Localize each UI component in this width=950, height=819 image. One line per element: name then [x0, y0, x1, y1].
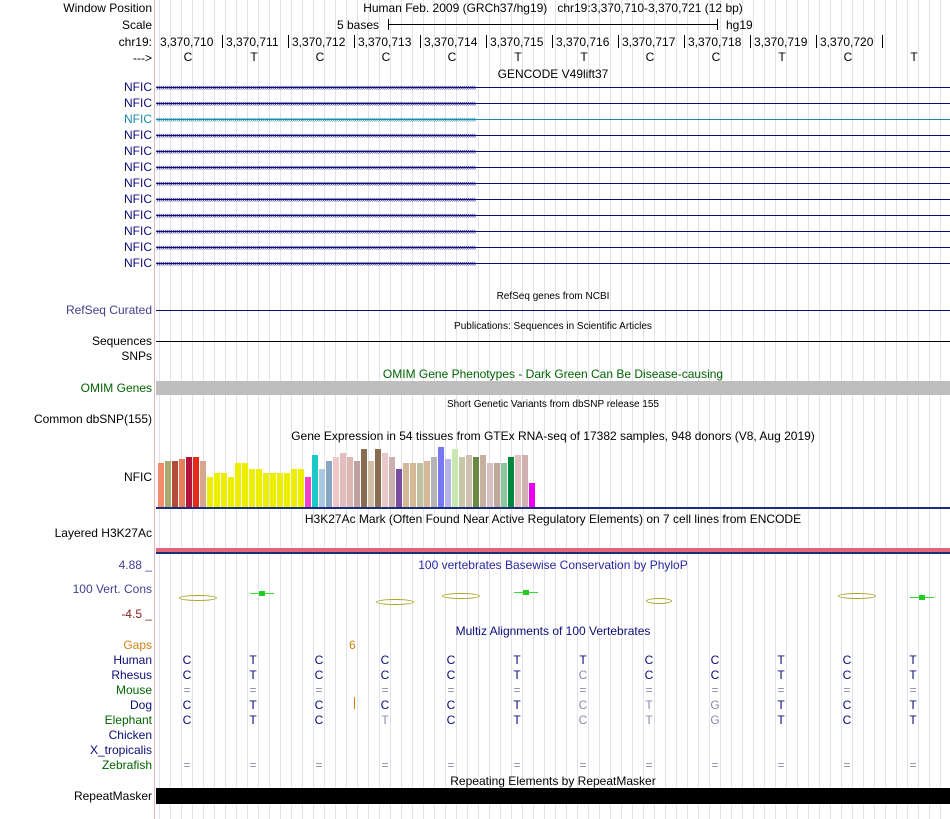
- ruler-position-label: 3,370,712: [292, 35, 346, 49]
- gtex-tissue-bar[interactable]: [473, 457, 479, 507]
- multiz-base: C: [644, 668, 654, 682]
- ruler-tick: [354, 35, 355, 48]
- h3k27ac-baseline: [156, 552, 950, 554]
- gtex-tissue-bar[interactable]: [522, 455, 528, 507]
- label-snps[interactable]: SNPs: [121, 349, 152, 363]
- multiz-base: T: [777, 713, 785, 727]
- gtex-tissue-bar[interactable]: [326, 461, 332, 507]
- multiz-base: T: [513, 698, 521, 712]
- ruler-tick: [552, 35, 553, 48]
- gtex-tissue-bar[interactable]: [410, 463, 416, 507]
- multiz-base: C: [380, 698, 390, 712]
- gtex-tissue-bar[interactable]: [333, 457, 339, 507]
- phylop-signal[interactable]: [156, 585, 950, 610]
- label-h3k27ac[interactable]: Layered H3K27Ac: [54, 526, 152, 540]
- scale-bar-right-tick: [717, 19, 718, 30]
- multiz-base: T: [777, 653, 785, 667]
- gtex-tissue-bar[interactable]: [403, 463, 409, 507]
- base-letter: T: [250, 50, 258, 64]
- label-phylop-min: -4.5 _: [121, 607, 152, 621]
- multiz-base: T: [249, 653, 257, 667]
- multiz-base: =: [183, 683, 191, 697]
- gtex-tissue-bar[interactable]: [508, 457, 514, 507]
- ruler-position-label: 3,370,715: [490, 35, 544, 49]
- strand-arrow-icon: ››››››››››››››››››››››››››››››››››››››››››››››››››››››››››››››››››››››››››››››››››››››››››››››››››››››››››››››››››››››››››››››››››››››››››››››››››››››››››››››››: [156, 258, 476, 268]
- multiz-base: C: [842, 668, 852, 682]
- gencode-transcript-row[interactable]: [156, 146, 950, 156]
- ruler-tick: [222, 35, 223, 48]
- multiz-base: C: [578, 713, 588, 727]
- gencode-gene-label[interactable]: NFIC: [124, 80, 152, 94]
- sequences-line[interactable]: [156, 341, 950, 342]
- gtex-tissue-bar[interactable]: [165, 461, 171, 507]
- gencode-transcript-row[interactable]: [156, 114, 950, 124]
- multiz-base: =: [645, 758, 653, 772]
- label-phylop-max: 4.88 _: [118, 558, 152, 572]
- multiz-base: C: [710, 653, 720, 667]
- multiz-base: T: [777, 698, 785, 712]
- label-dbsnp[interactable]: Common dbSNP(155): [33, 412, 152, 426]
- multiz-base: C: [446, 668, 456, 682]
- multiz-base: C: [380, 668, 390, 682]
- phylop-score-glyph: [514, 592, 538, 593]
- multiz-base: C: [842, 653, 852, 667]
- gtex-track-title: Gene Expression in 54 tissues from GTEx RNA-seq of 17382 samples, 948 donors (V8, Aug 2019): [291, 429, 815, 443]
- gtex-tissue-bar[interactable]: [529, 483, 535, 507]
- refseq-line[interactable]: [156, 310, 950, 311]
- gtex-tissue-bar[interactable]: [396, 469, 402, 507]
- gtex-tissue-bar[interactable]: [249, 469, 255, 507]
- base-letter: C: [447, 50, 457, 64]
- multiz-base: =: [579, 683, 587, 697]
- gtex-tissue-bar[interactable]: [452, 449, 458, 507]
- ruler-position-label: 3,370,713: [358, 35, 412, 49]
- gtex-tissue-bar[interactable]: [207, 477, 213, 507]
- species-label[interactable]: Rhesus: [111, 668, 152, 682]
- species-label[interactable]: Dog: [129, 698, 152, 712]
- scale-db: hg19: [726, 18, 753, 32]
- gencode-gene-label[interactable]: NFIC: [124, 96, 152, 110]
- multiz-base: T: [513, 653, 521, 667]
- ruler-tick: [816, 35, 817, 48]
- gtex-tissue-bar[interactable]: [305, 477, 311, 507]
- multiz-base: =: [777, 758, 785, 772]
- gencode-transcript-row[interactable]: [156, 242, 950, 252]
- multiz-base: T: [249, 668, 257, 682]
- gtex-tissue-bar[interactable]: [277, 473, 283, 507]
- dbsnp-track-title: Short Genetic Variants from dbSNP release 155: [447, 399, 659, 410]
- ruler-position-label: 3,370,719: [754, 35, 808, 49]
- gencode-transcript-row[interactable]: [156, 98, 950, 108]
- label-refseq[interactable]: RefSeq Curated: [65, 303, 152, 317]
- gencode-gene-label[interactable]: NFIC: [124, 112, 152, 126]
- phylop-score-glyph: [838, 593, 876, 599]
- label-window-position: Window Position: [63, 1, 152, 15]
- gtex-tissue-bar[interactable]: [424, 461, 430, 507]
- gencode-track-title: GENCODE V49lift37: [497, 67, 609, 81]
- strand-arrow-icon: ››››››››››››››››››››››››››››››››››››››››››››››››››››››››››››››››››››››››››››››››››››››››››››››››››››››››››››››››››››››››››››››››››››››››››››››››››››››››››››››››: [156, 210, 476, 220]
- strand-arrow-icon: ››››››››››››››››››››››››››››››››››››››››››››››››››››››››››››››››››››››››››››››››››››››››››››››››››››››››››››››››››››››››››››››››››››››››››››››››››››››››››››››››: [156, 82, 476, 92]
- phylop-peak: [259, 591, 265, 596]
- label-phylop[interactable]: 100 Vert. Cons: [72, 582, 152, 596]
- track-area[interactable]: [156, 0, 950, 819]
- phylop-score-glyph: [442, 593, 480, 599]
- label-strand: --->: [133, 51, 152, 65]
- multiz-base: =: [249, 758, 257, 772]
- strand-arrow-icon: ››››››››››››››››››››››››››››››››››››››››››››››››››››››››››››››››››››››››››››››››››››››››››››››››››››››››››››››››››››››››››››››››››››››››››››››››››››››››››››››››: [156, 194, 476, 204]
- scale-bar-left-tick: [388, 19, 389, 30]
- scale-text: 5 bases: [337, 18, 380, 32]
- multiz-base: C: [182, 713, 192, 727]
- base-letter: T: [778, 50, 786, 64]
- multiz-base: C: [446, 713, 456, 727]
- base-letter: T: [580, 50, 588, 64]
- track-labels: [0, 0, 154, 819]
- omim-track-title: OMIM Gene Phenotypes - Dark Green Can Be Disease-causing: [382, 367, 724, 381]
- multiz-base: T: [909, 668, 917, 682]
- ruler-tick: [750, 35, 751, 48]
- strand-arrow-icon: ››››››››››››››››››››››››››››››››››››››››››››››››››››››››››››››››››››››››››››››››››››››››››››››››››››››››››››››››››››››››››››››››››››››››››››››››››››››››››››››››: [156, 130, 476, 140]
- multiz-base: C: [842, 713, 852, 727]
- phylop-track-title: 100 vertebrates Basewise Conservation by PhyloP: [418, 558, 688, 572]
- gencode-transcript-row[interactable]: [156, 226, 950, 236]
- gencode-transcript-row[interactable]: [156, 178, 950, 188]
- position-range: chr19:3,370,710-3,370,721 (12 bp): [557, 1, 743, 15]
- gtex-tissue-bar[interactable]: [361, 449, 367, 507]
- multiz-base: C: [710, 668, 720, 682]
- multiz-base: T: [249, 713, 257, 727]
- gencode-gene-label[interactable]: NFIC: [124, 256, 152, 270]
- gtex-tissue-bar[interactable]: [270, 473, 276, 507]
- label-repeatmasker[interactable]: RepeatMasker: [73, 789, 152, 803]
- gtex-tissue-bar[interactable]: [501, 463, 507, 507]
- gtex-tissue-bar[interactable]: [221, 473, 227, 507]
- multiz-base: G: [710, 698, 720, 712]
- gtex-tissue-bar[interactable]: [389, 457, 395, 507]
- gtex-tissue-bar[interactable]: [375, 449, 381, 507]
- phylop-score-glyph: [646, 598, 672, 604]
- multiz-base: T: [579, 653, 587, 667]
- multiz-base: =: [183, 758, 191, 772]
- gtex-tissue-bar[interactable]: [445, 459, 451, 507]
- strand-arrow-icon: ››››››››››››››››››››››››››››››››››››››››››››››››››››››››››››››››››››››››››››››››››››››››››››››››››››››››››››››››››››››››››››››››››››››››››››››››››››››››››››››››: [156, 178, 476, 188]
- gtex-tissue-bar[interactable]: [368, 461, 374, 507]
- multiz-base: =: [447, 758, 455, 772]
- multiz-base: =: [249, 683, 257, 697]
- omim-bar[interactable]: [156, 381, 950, 395]
- multiz-base: T: [909, 698, 917, 712]
- multiz-base: C: [842, 698, 852, 712]
- gencode-transcript-row[interactable]: [156, 194, 950, 204]
- species-label[interactable]: Mouse: [115, 683, 152, 697]
- gtex-tissue-bar[interactable]: [193, 457, 199, 507]
- multiz-base: C: [578, 668, 588, 682]
- ruler-tick: [288, 35, 289, 48]
- multiz-base: =: [315, 758, 323, 772]
- gtex-bar-chart[interactable]: [156, 445, 556, 507]
- base-letter: T: [514, 50, 522, 64]
- base-letter: C: [183, 50, 193, 64]
- window-position-header: [156, 1, 950, 15]
- strand-arrow-icon: ››››››››››››››››››››››››››››››››››››››››››››››››››››››››››››››››››››››››››››››››››››››››››››››››››››››››››››››››››››››››››››››››››››››››››››››››››››››››››››››››: [156, 146, 476, 156]
- label-omim[interactable]: OMIM Genes: [80, 381, 152, 395]
- label-gaps[interactable]: Gaps: [123, 638, 152, 652]
- multiz-base: =: [447, 683, 455, 697]
- multiz-base: T: [909, 713, 917, 727]
- gap-marker: [354, 697, 355, 709]
- gencode-transcript-row[interactable]: [156, 82, 950, 92]
- label-scale: Scale: [121, 18, 152, 32]
- ruler-position-label: 3,370,714: [424, 35, 478, 49]
- multiz-base: C: [644, 653, 654, 667]
- strand-arrow-icon: ››››››››››››››››››››››››››››››››››››››››››››››››››››››››››››››››››››››››››››››››››››››››››››››››››››››››››››››››››››››››››››››››››››››››››››››››››››››››››››››››: [156, 242, 476, 252]
- multiz-base: C: [182, 668, 192, 682]
- gencode-gene-label[interactable]: NFIC: [124, 240, 152, 254]
- publications-track-title: Publications: Sequences in Scientific Articles: [454, 321, 652, 332]
- gencode-transcript-row[interactable]: [156, 162, 950, 172]
- multiz-base: =: [843, 758, 851, 772]
- multiz-base: =: [909, 683, 917, 697]
- gtex-tissue-bar[interactable]: [466, 455, 472, 507]
- phylop-score-glyph: [376, 599, 414, 605]
- gap-count: 6: [349, 638, 356, 652]
- h3k27ac-track-title: H3K27Ac Mark (Often Found Near Active Regulatory Elements) on 7 cell lines from ENCODE: [304, 512, 802, 526]
- gencode-transcript-row[interactable]: [156, 130, 950, 140]
- base-letter: C: [381, 50, 391, 64]
- multiz-base: T: [381, 713, 389, 727]
- gtex-tissue-bar[interactable]: [319, 469, 325, 507]
- assembly-name: Human Feb. 2009 (GRCh37/hg19): [363, 1, 548, 15]
- gencode-transcript-row[interactable]: [156, 258, 950, 268]
- base-letter: C: [315, 50, 325, 64]
- gencode-gene-label[interactable]: NFIC: [124, 192, 152, 206]
- multiz-base: T: [249, 698, 257, 712]
- base-letter: C: [645, 50, 655, 64]
- multiz-base: =: [843, 683, 851, 697]
- gtex-tissue-bar[interactable]: [312, 455, 318, 507]
- gtex-tissue-bar[interactable]: [382, 453, 388, 507]
- gtex-tissue-bar[interactable]: [186, 457, 192, 507]
- multiz-base: C: [578, 698, 588, 712]
- label-gtex-gene[interactable]: NFIC: [124, 470, 152, 484]
- refseq-track-title: RefSeq genes from NCBI: [496, 291, 610, 302]
- multiz-base: =: [579, 758, 587, 772]
- gtex-tissue-bar[interactable]: [438, 447, 444, 507]
- ruler-tick: [420, 35, 421, 48]
- label-divider: [154, 0, 155, 819]
- strand-arrow-icon: ››››››››››››››››››››››››››››››››››››››››››››››››››››››››››››››››››››››››››››››››››››››››››››››››››››››››››››››››››››››››››››››››››››››››››››››››››››››››››››››››: [156, 226, 476, 236]
- ruler-position-label: 3,370,711: [226, 35, 279, 49]
- gtex-tissue-bar[interactable]: [431, 457, 437, 507]
- multiz-base: T: [909, 653, 917, 667]
- repeat-track-title: Repeating Elements by RepeatMasker: [450, 774, 656, 788]
- gtex-tissue-bar[interactable]: [417, 463, 423, 507]
- multiz-base: C: [380, 653, 390, 667]
- base-letter: T: [910, 50, 918, 64]
- multiz-base: =: [315, 683, 323, 697]
- gtex-tissue-bar[interactable]: [459, 457, 465, 507]
- multiz-base: =: [645, 683, 653, 697]
- multiz-base: C: [314, 668, 324, 682]
- multiz-base: C: [446, 698, 456, 712]
- phylop-score-glyph: [910, 597, 934, 598]
- repeatmasker-block[interactable]: [156, 788, 950, 804]
- ruler-position-label: 3,370,717: [622, 35, 676, 49]
- gtex-tissue-bar[interactable]: [256, 469, 262, 507]
- multiz-base: C: [314, 698, 324, 712]
- label-sequences[interactable]: Sequences: [91, 334, 152, 348]
- gtex-tissue-bar[interactable]: [298, 469, 304, 507]
- gtex-tissue-bar[interactable]: [228, 477, 234, 507]
- species-label[interactable]: Chicken: [108, 728, 152, 742]
- strand-arrow-icon: ››››››››››››››››››››››››››››››››››››››››››››››››››››››››››››››››››››››››››››››››››››››››››››››››››››››››››››››››››››››››››››››››››››››››››››››››››››››››››››››››: [156, 162, 476, 172]
- multiz-track-title: Multiz Alignments of 100 Vertebrates: [455, 624, 651, 638]
- ruler-tick: [618, 35, 619, 48]
- ruler-tick: [684, 35, 685, 48]
- gtex-tissue-bar[interactable]: [347, 457, 353, 507]
- ruler-tick: [486, 35, 487, 48]
- base-letter: C: [843, 50, 853, 64]
- gtex-tissue-bar[interactable]: [235, 463, 241, 507]
- gencode-gene-label[interactable]: NFIC: [124, 144, 152, 158]
- gencode-gene-label[interactable]: NFIC: [124, 176, 152, 190]
- gtex-tissue-bar[interactable]: [172, 461, 178, 507]
- gtex-tissue-bar[interactable]: [242, 463, 248, 507]
- strand-arrow-icon: ››››››››››››››››››››››››››››››››››››››››››››››››››››››››››››››››››››››››››››››››››››››››››››››››››››››››››››››››››››››››››››››››››››››››››››››››››››››››››››››››: [156, 98, 476, 108]
- gtex-tissue-bar[interactable]: [494, 463, 500, 507]
- base-letter: C: [711, 50, 721, 64]
- strand-arrow-icon: ››››››››››››››››››››››››››››››››››››››››››››››››››››››››››››››››››››››››››››››››››››››››››››››››››››››››››››››››››››››››››››››››››››››››››››››››››››››››››››››››: [156, 114, 476, 124]
- gtex-tissue-bar[interactable]: [263, 473, 269, 507]
- phylop-peak: [919, 595, 925, 600]
- gtex-tissue-bar[interactable]: [214, 473, 220, 507]
- gtex-baseline: [156, 507, 950, 509]
- multiz-base: C: [314, 713, 324, 727]
- ruler-position-label: 3,370,718: [688, 35, 742, 49]
- ruler-position-label: 3,370,710: [160, 35, 214, 49]
- species-label[interactable]: Human: [113, 653, 152, 667]
- multiz-base: T: [777, 668, 785, 682]
- species-label[interactable]: Zebrafish: [101, 758, 152, 772]
- multiz-base: C: [446, 653, 456, 667]
- multiz-base: =: [909, 758, 917, 772]
- gtex-tissue-bar[interactable]: [200, 461, 206, 507]
- multiz-base: =: [711, 683, 719, 697]
- phylop-peak: [523, 590, 529, 595]
- multiz-base: G: [710, 713, 720, 727]
- gtex-tissue-bar[interactable]: [179, 459, 185, 507]
- multiz-base: T: [513, 713, 521, 727]
- multiz-base: =: [711, 758, 719, 772]
- gtex-tissue-bar[interactable]: [284, 473, 290, 507]
- multiz-base: =: [513, 683, 521, 697]
- ruler-position-label: 3,370,716: [556, 35, 610, 49]
- multiz-base: =: [381, 758, 389, 772]
- multiz-base: =: [777, 683, 785, 697]
- ruler-position-label: 3,370,720: [820, 35, 874, 49]
- gtex-tissue-bar[interactable]: [480, 455, 486, 507]
- multiz-base: C: [314, 653, 324, 667]
- gtex-tissue-bar[interactable]: [487, 463, 493, 507]
- scale-bar: [388, 24, 718, 25]
- species-label[interactable]: X_tropicalis: [89, 743, 152, 757]
- label-chrom: chr19:: [118, 35, 152, 49]
- gencode-gene-label[interactable]: NFIC: [124, 208, 152, 222]
- multiz-base: =: [381, 683, 389, 697]
- gtex-tissue-bar[interactable]: [354, 461, 360, 507]
- multiz-base: =: [513, 758, 521, 772]
- multiz-base: C: [182, 653, 192, 667]
- multiz-base: C: [182, 698, 192, 712]
- gencode-transcript-row[interactable]: [156, 210, 950, 220]
- species-label[interactable]: Elephant: [104, 713, 152, 727]
- gtex-tissue-bar[interactable]: [291, 469, 297, 507]
- multiz-base: T: [513, 668, 521, 682]
- gtex-tissue-bar[interactable]: [158, 463, 164, 507]
- multiz-base: T: [645, 698, 653, 712]
- gtex-tissue-bar[interactable]: [515, 455, 521, 507]
- gencode-gene-label[interactable]: NFIC: [124, 128, 152, 142]
- multiz-base: T: [645, 713, 653, 727]
- phylop-score-glyph: [179, 595, 217, 601]
- gencode-gene-label[interactable]: NFIC: [124, 224, 152, 238]
- ruler-tick: [882, 35, 883, 48]
- phylop-score-glyph: [250, 593, 274, 594]
- gtex-tissue-bar[interactable]: [340, 453, 346, 507]
- gencode-gene-label[interactable]: NFIC: [124, 160, 152, 174]
